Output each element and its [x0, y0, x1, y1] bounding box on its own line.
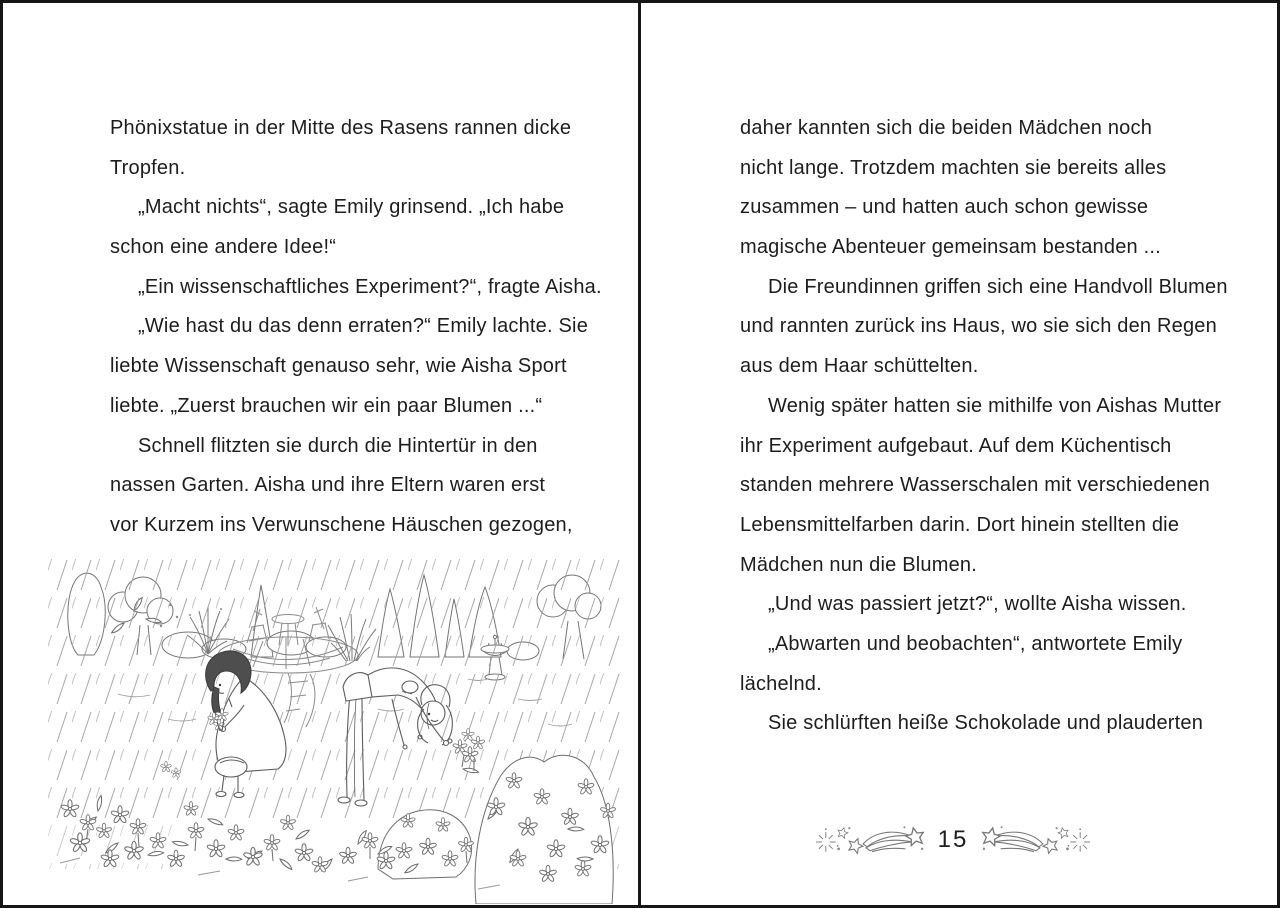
- text-line: „Ein wissenschaftliches Experiment?“, fragte Aisha.: [138, 275, 602, 298]
- garden-illustration: [48, 559, 623, 904]
- text-line: Tropfen.: [110, 156, 186, 179]
- text-line: schon eine andere Idee!“: [110, 236, 337, 259]
- text-line: aus dem Haar schüttelten.: [740, 355, 979, 378]
- text-line: zusammen – und hatten auch schon gewisse: [740, 196, 1149, 219]
- text-line: lächelnd.: [740, 672, 822, 695]
- text-line: magische Abenteuer gemeinsam bestanden ...: [740, 236, 1161, 259]
- text-line: liebte Wissenschaft genauso sehr, wie Aisha Sport: [110, 355, 567, 378]
- text-line: und rannten zurück ins Haus, wo sie sich den Regen: [740, 315, 1217, 338]
- text-line: nassen Garten. Aisha und ihre Eltern waren erst: [110, 474, 546, 497]
- text-line: nicht lange. Trotzdem machten sie bereits alles: [740, 156, 1167, 179]
- text-line: Phönixstatue in der Mitte des Rasens rannen dicke: [110, 117, 572, 139]
- text-line: „Und was passiert jetzt?“, wollte Aisha wissen.: [768, 593, 1187, 616]
- text-line: „Abwarten und beobachten“, antwortete Emily: [768, 632, 1183, 655]
- left-page-text: [110, 109, 602, 546]
- text-line: Mädchen nun die Blumen.: [740, 553, 977, 576]
- text-line: „Macht nichts“, sagte Emily grinsend. „Ich habe: [138, 196, 565, 219]
- text-line: daher kannten sich die beiden Mädchen noch: [740, 117, 1153, 139]
- right-page-text: [740, 109, 1228, 744]
- text-line: Lebensmittelfarben darin. Dort hinein stellten die: [740, 513, 1180, 536]
- text-line: Sie schlürften heiße Schokolade und plauderten: [768, 712, 1204, 735]
- shooting-star-ornament-left: [816, 822, 926, 858]
- text-line: Schnell flitzten sie durch die Hintertür in den: [138, 434, 538, 457]
- text-line: „Wie hast du das denn erraten?“ Emily lachte. Sie: [138, 315, 589, 338]
- text-line: vor Kurzem ins Verwunschene Häuschen gezogen,: [110, 513, 573, 536]
- text-line: Wenig später hatten sie mithilfe von Aishas Mutter: [768, 394, 1222, 417]
- text-line: standen mehrere Wasserschalen mit verschiedenen: [740, 474, 1210, 497]
- text-line: Die Freundinnen griffen sich eine Handvoll Blumen: [768, 275, 1228, 298]
- text-line: ihr Experiment aufgebaut. Auf dem Küchentisch: [740, 434, 1172, 457]
- shooting-star-ornament-right: [980, 822, 1090, 858]
- page-footer: [803, 819, 1103, 861]
- text-line: liebte. „Zuerst brauchen wir ein paar Blumen ...“: [110, 394, 543, 417]
- page-gutter-divider: [638, 3, 641, 905]
- page-number: 15: [937, 826, 969, 853]
